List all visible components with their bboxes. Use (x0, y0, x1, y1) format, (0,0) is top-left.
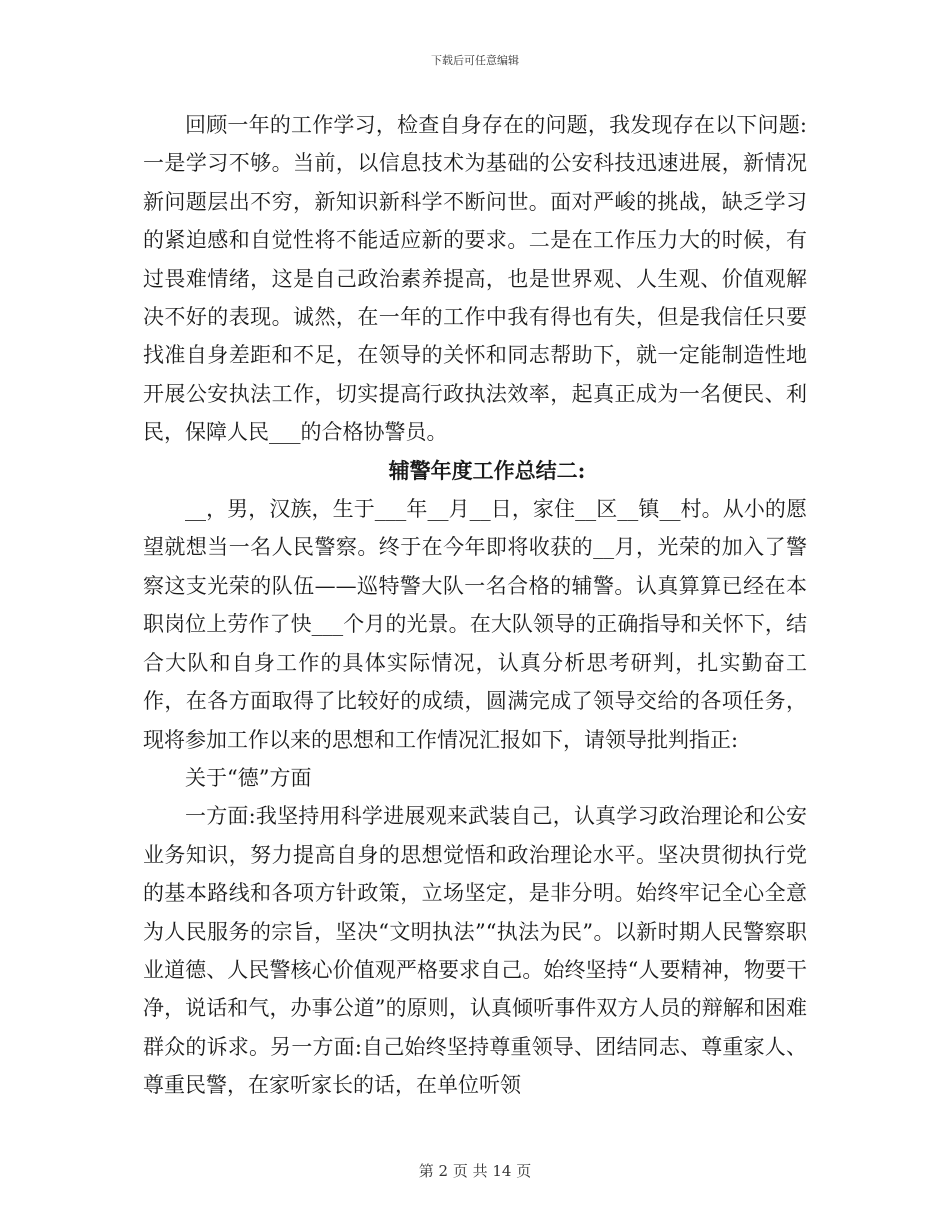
paragraph-introduction: __，男，汉族，生于___年__月__日，家住__区__镇__村。从小的愿望就想当一名人民警察。终于在今年即将收获的__月，光荣的加入了警察这支光荣的队伍——巡特警大队一名合格的辅警。认真算算已经在本职岗位上劳作了快___个月的光景。在大队领导的正确指导和关怀下，结合大队和自身工作的具体实际情况，认真分析思考研判，扎实勤奋工作，在各方面取得了比较好的成绩，圆满完成了领导交给的各项任务，现将参加工作以来的思想和工作情况汇报如下，请领导批判指正: (143, 497, 807, 752)
page-header: 下载后可任意编辑 (431, 54, 519, 67)
section-heading: 辅警年度工作总结二: (388, 457, 586, 483)
paragraph-virtue-content: 一方面:我坚持用科学进展观来武装自己，认真学习政治理论和公安业务知识，努力提高自身的思想觉悟和政治理论水平。坚决贯彻执行党的基本路线和各项方针政策，立场坚定，是非分明。始终牢记全心全意为人民服务的宗旨，坚决“文明执法”“执法为民”。以新时期人民警察职业道德、人民警核心价值观严格要求自己。始终坚持“人要精神，物要干净，说话和气，办事公道”的原则，认真倾听事件双方人员的辩解和困难群众的诉求。另一方面:自己始终坚持尊重领导、团结同志、尊重家人、尊重民警，在家听家长的话，在单位听领 (143, 804, 807, 1098)
document-body (143, 106, 807, 1105)
paragraph-virtue-title: 关于“德”方面 (185, 765, 312, 790)
page-number: 第 2 页 共 14 页 (418, 1162, 532, 1180)
paragraph-review: 回顾一年的工作学习，检查自身存在的问题，我发现存在以下问题:一是学习不够。当前，以信息技术为基础的公安科技迅速进展，新情况新问题层出不穷，新知识新科学不断问世。面对严峻的挑战，缺乏学习的紧迫感和自觉性将不能适应新的要求。二是在工作压力大的时候，有过畏难情绪，这是自己政治素养提高，也是世界观、人生观、价值观解决不好的表现。诚然，在一年的工作中我有得也有失，但是我信任只要找准自身差距和不足，在领导的关怀和同志帮助下，就一定能制造性地开展公安执法工作，切实提高行政执法效率，起真正成为一名便民、利民，保障人民___的合格协警员。 (143, 113, 807, 445)
